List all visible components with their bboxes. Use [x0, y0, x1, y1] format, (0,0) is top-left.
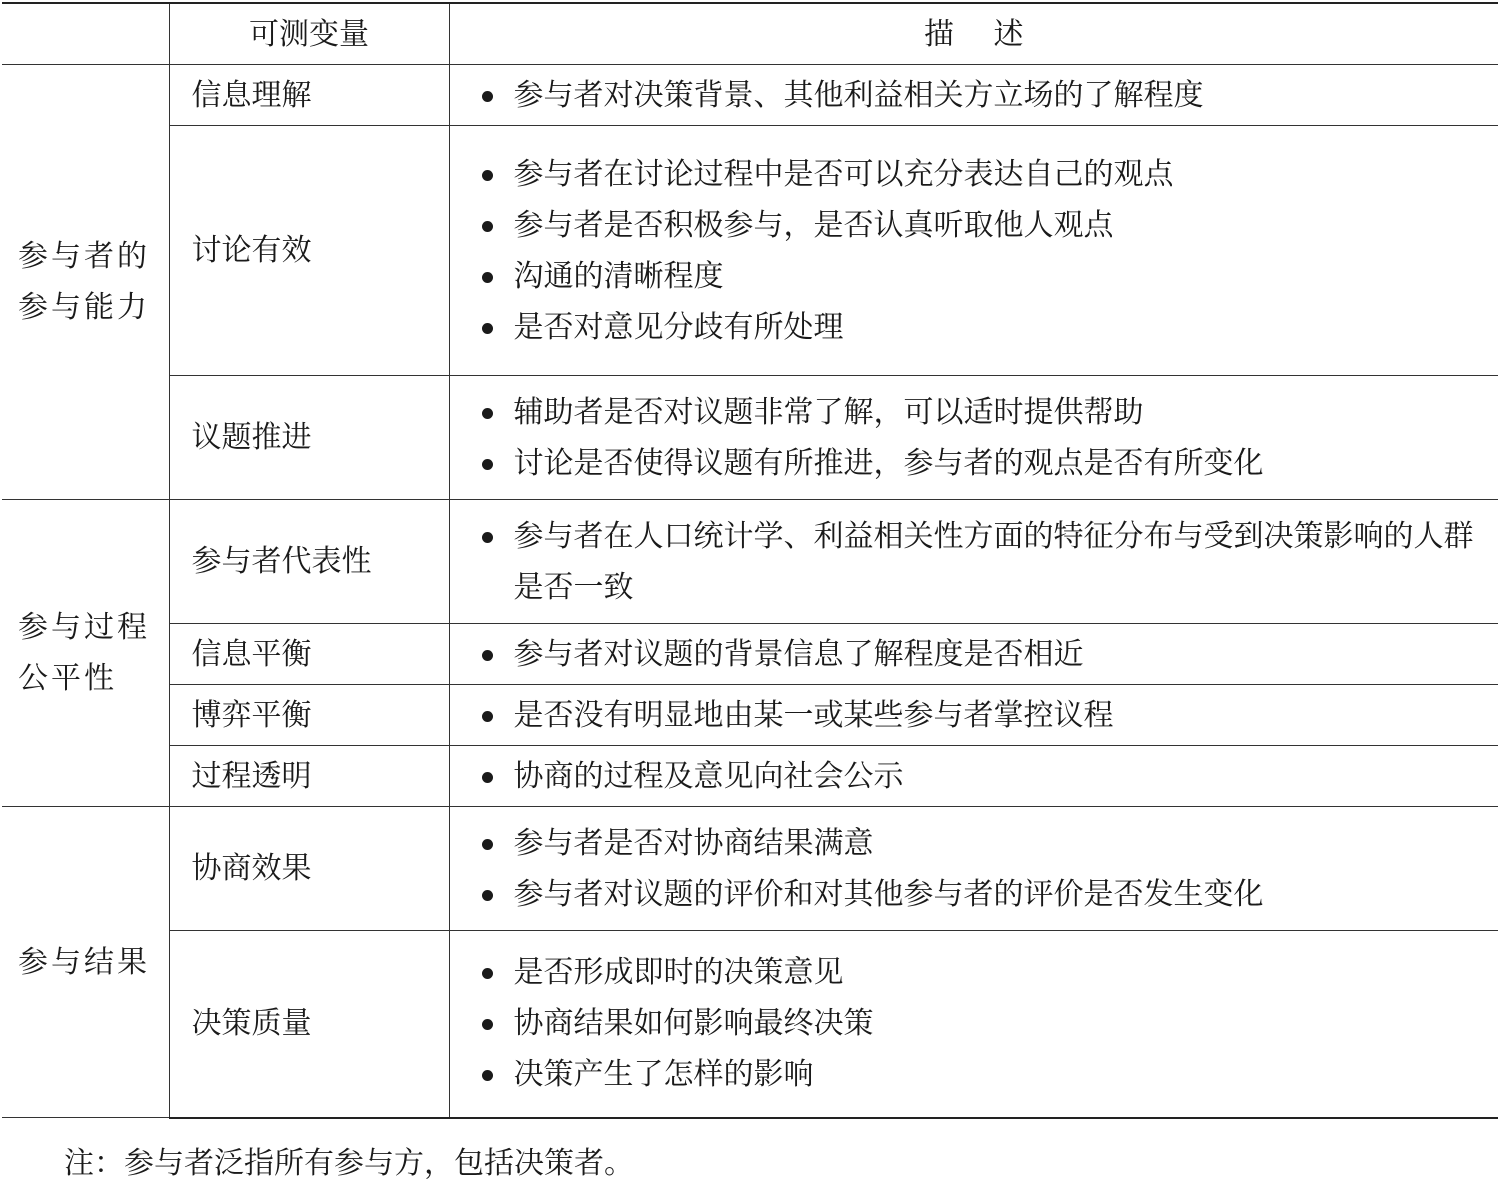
- description-cell: [449, 500, 1498, 624]
- description-list: [480, 818, 1485, 920]
- list-item: 决策产生了怎样的影响: [480, 1049, 1485, 1100]
- list-item: 讨论是否使得议题有所推进，参与者的观点是否有所变化: [480, 438, 1485, 489]
- table-row: [2, 685, 1498, 746]
- table-row: [2, 624, 1498, 685]
- table-row: [2, 376, 1498, 500]
- description-list: [480, 511, 1485, 613]
- description-cell: [449, 685, 1498, 746]
- table-row: [2, 65, 1498, 126]
- description-list: [480, 629, 1485, 680]
- list-item: 是否对意见分歧有所处理: [480, 302, 1485, 353]
- header-category: [2, 3, 169, 65]
- list-item: 是否没有明显地由某一或某些参与者掌控议程: [480, 690, 1485, 741]
- list-item: 参与者是否对协商结果满意: [480, 818, 1485, 869]
- list-item: 参与者是否积极参与，是否认真听取他人观点: [480, 200, 1485, 251]
- description-cell: [449, 376, 1498, 500]
- list-item: 参与者在人口统计学、利益相关性方面的特征分布与受到决策影响的人群是否一致: [480, 511, 1485, 613]
- description-list: [480, 947, 1485, 1100]
- category-cell: 参与结果: [2, 807, 169, 1118]
- description-list: [480, 387, 1485, 489]
- category-cell: 参与过程公平性: [2, 500, 169, 807]
- description-list: [480, 70, 1485, 121]
- evaluation-table-container: [2, 2, 1498, 1119]
- list-item: 辅助者是否对议题非常了解，可以适时提供帮助: [480, 387, 1485, 438]
- category-cell: 参与者的参与能力: [2, 65, 169, 500]
- table-row: [2, 500, 1498, 624]
- table-header-row: [2, 3, 1498, 65]
- table-footnote: 注：参与者泛指所有参与方，包括决策者。: [64, 1146, 634, 1181]
- header-description: [449, 3, 1498, 65]
- description-cell: [449, 807, 1498, 931]
- variable-cell: 博弈平衡: [169, 685, 449, 746]
- description-cell: [449, 126, 1498, 376]
- variable-cell: 信息平衡: [169, 624, 449, 685]
- evaluation-table: [2, 2, 1498, 1119]
- variable-cell: 协商效果: [169, 807, 449, 931]
- description-cell: [449, 624, 1498, 685]
- header-description-text: 描 述: [923, 16, 1024, 52]
- list-item: 参与者对决策背景、其他利益相关方立场的了解程度: [480, 70, 1485, 121]
- variable-cell: 决策质量: [169, 931, 449, 1118]
- variable-cell: 议题推进: [169, 376, 449, 500]
- variable-cell: 讨论有效: [169, 126, 449, 376]
- variable-cell: 信息理解: [169, 65, 449, 126]
- list-item: 协商结果如何影响最终决策: [480, 998, 1485, 1049]
- table-row: [2, 931, 1498, 1118]
- list-item: 是否形成即时的决策意见: [480, 947, 1485, 998]
- variable-cell: 过程透明: [169, 746, 449, 807]
- description-list: [480, 149, 1485, 353]
- description-cell: [449, 931, 1498, 1118]
- description-cell: [449, 65, 1498, 126]
- list-item: 参与者对议题的评价和对其他参与者的评价是否发生变化: [480, 869, 1485, 920]
- list-item: 沟通的清晰程度: [480, 251, 1485, 302]
- table-row: [2, 126, 1498, 376]
- list-item: 参与者对议题的背景信息了解程度是否相近: [480, 629, 1485, 680]
- description-list: [480, 690, 1485, 741]
- header-variable: 可测变量: [169, 3, 449, 65]
- table-row: [2, 746, 1498, 807]
- variable-cell: 参与者代表性: [169, 500, 449, 624]
- list-item: 协商的过程及意见向社会公示: [480, 751, 1485, 802]
- list-item: 参与者在讨论过程中是否可以充分表达自己的观点: [480, 149, 1485, 200]
- table-row: [2, 807, 1498, 931]
- description-list: [480, 751, 1485, 802]
- description-cell: [449, 746, 1498, 807]
